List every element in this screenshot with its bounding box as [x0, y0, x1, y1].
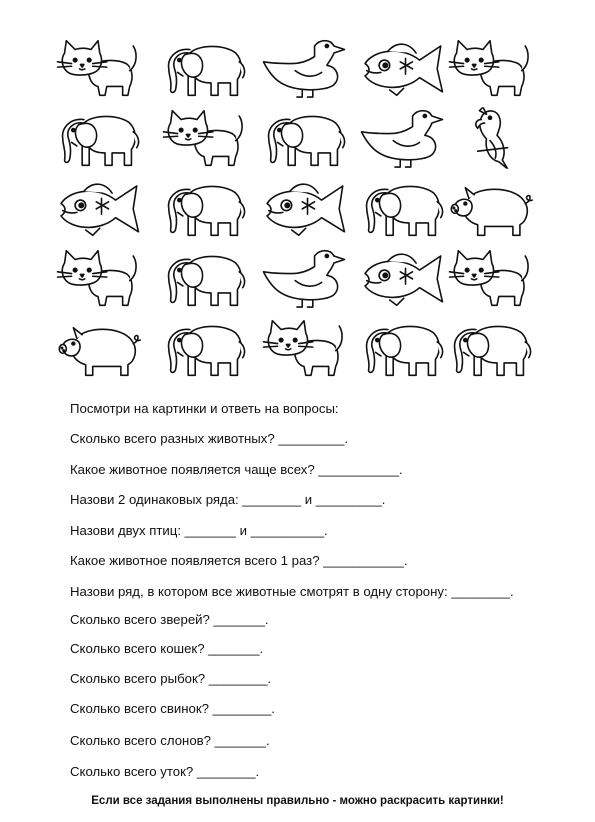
elephant-picture — [446, 316, 534, 380]
elephant-picture — [358, 316, 446, 380]
pig-drawing — [446, 176, 534, 240]
cat-picture — [54, 36, 142, 100]
fish-picture — [358, 246, 446, 310]
fish-drawing — [358, 246, 446, 310]
elephant-picture — [160, 176, 248, 240]
elephant-picture — [160, 36, 248, 100]
duck-drawing — [358, 106, 446, 170]
cat-picture — [54, 246, 142, 310]
cat-picture — [160, 106, 248, 170]
duck-drawing — [260, 36, 348, 100]
elephant-drawing — [160, 316, 248, 380]
question-8: Сколько всего кошек? _______. — [70, 641, 264, 656]
fish-drawing — [358, 36, 446, 100]
question-9: Сколько всего рыбок? ________. — [70, 671, 272, 686]
cat-picture — [260, 316, 348, 380]
question-1: Сколько всего разных животных? _________. — [70, 431, 349, 446]
elephant-drawing — [160, 246, 248, 310]
fish-picture — [54, 176, 142, 240]
pig-drawing — [54, 316, 142, 380]
cat-drawing — [260, 316, 348, 380]
question-10: Сколько всего свинок? ________. — [70, 701, 275, 716]
parrot-picture — [446, 106, 534, 170]
duck-picture — [260, 36, 348, 100]
question-6: Назови ряд, в котором все животные смотрят в одну сторону: ________. — [70, 584, 514, 599]
elephant-drawing — [260, 106, 348, 170]
fish-drawing — [54, 176, 142, 240]
question-5: Какое животное появляется всего 1 раз? ___________. — [70, 553, 408, 568]
question-12: Сколько всего уток? ________. — [70, 764, 260, 779]
cat-drawing — [160, 106, 248, 170]
question-7: Сколько всего зверей? _______. — [70, 612, 269, 627]
pig-picture — [446, 176, 534, 240]
animal-picture-grid — [48, 28, 558, 388]
elephant-picture — [160, 246, 248, 310]
elephant-picture — [54, 106, 142, 170]
cat-picture — [446, 36, 534, 100]
cat-drawing — [446, 36, 534, 100]
fish-picture — [358, 36, 446, 100]
parrot-drawing — [446, 106, 534, 170]
question-11: Сколько всего слонов? _______. — [70, 733, 270, 748]
footer-note: Если все задания выполнены правильно - можно раскрасить картинки! — [91, 795, 504, 807]
elephant-drawing — [160, 176, 248, 240]
elephant-drawing — [446, 316, 534, 380]
duck-picture — [358, 106, 446, 170]
elephant-drawing — [54, 106, 142, 170]
elephant-drawing — [358, 176, 446, 240]
question-4: Назови двух птиц: _______ и __________. — [70, 523, 328, 538]
elephant-picture — [358, 176, 446, 240]
elephant-drawing — [160, 36, 248, 100]
duck-picture — [260, 246, 348, 310]
elephant-picture — [260, 106, 348, 170]
elephant-picture — [160, 316, 248, 380]
question-3: Назови 2 одинаковых ряда: ________ и _________. — [70, 492, 386, 507]
duck-drawing — [260, 246, 348, 310]
cat-picture — [446, 246, 534, 310]
fish-drawing — [260, 176, 348, 240]
question-2: Какое животное появляется чаще всех? ___________. — [70, 462, 403, 477]
elephant-drawing — [358, 316, 446, 380]
instruction-text: Посмотри на картинки и ответь на вопросы: — [70, 401, 339, 416]
pig-picture — [54, 316, 142, 380]
fish-picture — [260, 176, 348, 240]
cat-drawing — [446, 246, 534, 310]
cat-drawing — [54, 36, 142, 100]
cat-drawing — [54, 246, 142, 310]
